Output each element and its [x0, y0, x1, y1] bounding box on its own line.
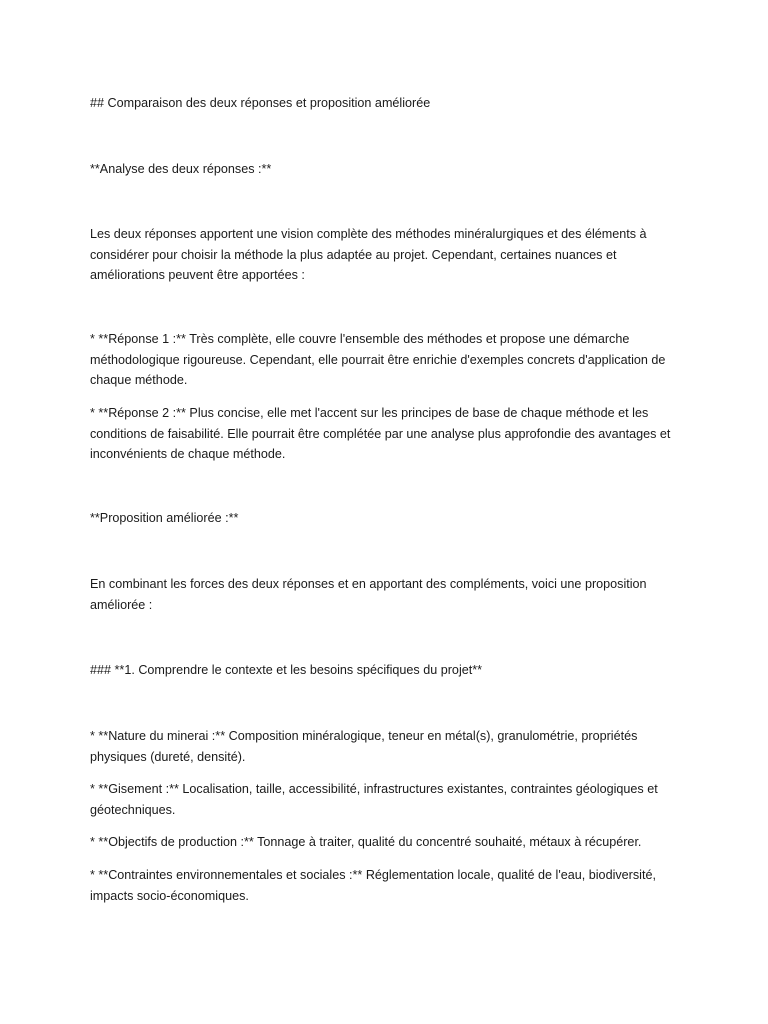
gisement-bullet: * **Gisement :** Localisation, taille, accessibilité, infrastructures existantes, contraintes géologiques et géotechniques.	[90, 782, 658, 817]
section-1-heading: ### **1. Comprendre le contexte et les besoins spécifiques du projet**	[90, 663, 483, 677]
intro-paragraph: Les deux réponses apportent une vision complète des méthodes minéralurgiques et des éléments à considérer pour choisir la méthode la plus adaptée au projet. Cependant, certaines nuances et améliorations peuvent être apportées :	[90, 227, 647, 282]
contraintes-bullet: * **Contraintes environnementales et sociales :** Réglementation locale, qualité de l'eau, biodiversité, impacts socio-économiques.	[90, 868, 656, 903]
analysis-heading: **Analyse des deux réponses :**	[90, 162, 272, 176]
objectifs-production-bullet: * **Objectifs de production :** Tonnage à traiter, qualité du concentré souhaité, métaux à récupérer.	[90, 835, 642, 849]
response-2-bullet: * **Réponse 2 :** Plus concise, elle met l'accent sur les principes de base de chaque méthode et les conditions de faisabilité. Elle pourrait être complétée par une analyse plus approfondie des avantages et inconvénients de chaque méthode.	[90, 406, 671, 461]
proposal-heading: **Proposition améliorée :**	[90, 511, 239, 525]
response-1-bullet: * **Réponse 1 :** Très complète, elle couvre l'ensemble des méthodes et propose une démarche méthodologique rigoureuse. Cependant, elle pourrait être enrichie d'exemples concrets d'application de chaque méthode.	[90, 332, 666, 387]
proposal-intro: En combinant les forces des deux réponses et en apportant des compléments, voici une proposition améliorée :	[90, 577, 647, 612]
nature-minerai-bullet: * **Nature du minerai :** Composition minéralogique, teneur en métal(s), granulométrie, propriétés physiques (dureté, densité).	[90, 729, 638, 764]
main-heading: ## Comparaison des deux réponses et proposition améliorée	[90, 96, 431, 110]
